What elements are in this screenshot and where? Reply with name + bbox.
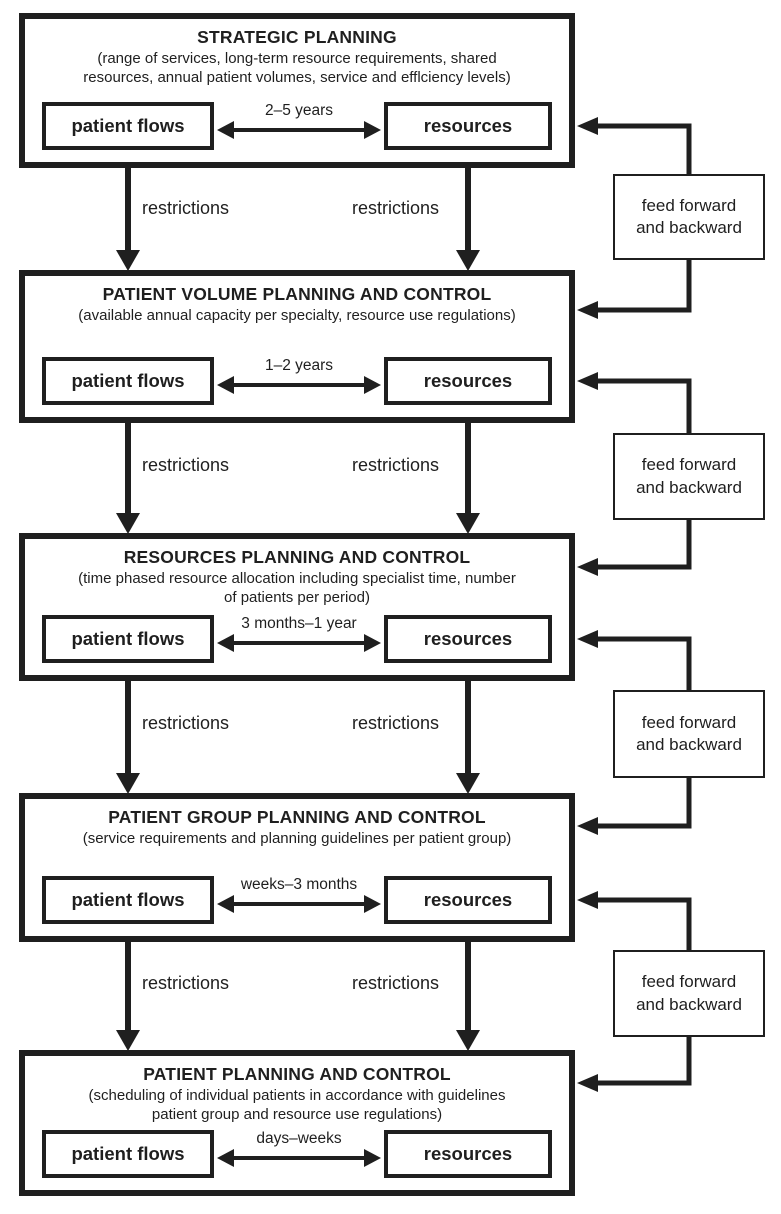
resources-box: resources (384, 876, 552, 924)
patient-flows-box: patient flows (42, 357, 214, 405)
restrictions-arrow-right-4 (456, 940, 480, 1051)
arrow-line (221, 1156, 377, 1160)
bidirectional-arrow (217, 1130, 381, 1178)
feedback-box (613, 174, 765, 260)
arrowhead-left-icon (217, 1149, 234, 1167)
restrictions-arrow-left-1 (116, 166, 140, 271)
feedback-box (613, 950, 765, 1037)
patient-flows-box: patient flows (42, 102, 214, 150)
level-title: PATIENT VOLUME PLANNING AND CONTROL (102, 284, 492, 304)
feedback-down-connector-1 (597, 256, 689, 310)
feedback-box (613, 690, 765, 778)
time-horizon-label: 2–5 years (264, 102, 334, 119)
level-subtitle (25, 570, 569, 607)
level-subtitle (25, 307, 569, 326)
feedback-down-connector-2 (597, 516, 689, 567)
subtitle-line: patient group and resource use regulations) (151, 1105, 443, 1123)
restrictions-arrow-right-2 (456, 421, 480, 534)
arrow-line (221, 902, 377, 906)
arrowhead-icon (577, 891, 598, 909)
resources-box: resources (384, 615, 552, 663)
resources-box: resources (384, 102, 552, 150)
restrictions-arrow-left-2 (116, 421, 140, 534)
feedback-label-line: feed forward (641, 712, 737, 732)
subtitle-line: (available annual capacity per specialty, resource use regulations) (78, 307, 516, 324)
arrowhead-left-icon (217, 376, 234, 394)
arrowhead-left-icon (217, 634, 234, 652)
arrowhead-icon (577, 301, 598, 319)
level-box-patient-volume-planning (19, 270, 575, 423)
resources-box: resources (384, 1130, 552, 1178)
arrowhead-right-icon (364, 121, 381, 139)
subtitle-line: resources, annual patient volumes, service and efflciency levels) (83, 68, 511, 86)
arrowhead-left-icon (217, 121, 234, 139)
time-horizon-label: weeks–3 months (240, 876, 358, 893)
flow-row (42, 1130, 552, 1178)
level-box-resources-planning (19, 533, 575, 681)
time-horizon-label: 1–2 years (264, 357, 334, 374)
flow-row (42, 102, 552, 150)
restrictions-label: restrictions (142, 973, 230, 993)
level-title: RESOURCES PLANNING AND CONTROL (123, 547, 471, 567)
resources-box: resources (384, 357, 552, 405)
restrictions-arrow-right-1 (456, 166, 480, 271)
feedback-down-connector-3 (597, 774, 689, 826)
level-box-strategic-planning (19, 13, 575, 168)
feedback-label-line: and backward (636, 994, 742, 1014)
flow-row (42, 876, 552, 924)
bidirectional-arrow (217, 615, 381, 663)
feedback-label-line: and backward (636, 735, 742, 754)
subtitle-line: (scheduling of individual patients in accordance with guidelines (88, 1087, 506, 1104)
arrowhead-right-icon (364, 376, 381, 394)
patient-flows-box: patient flows (42, 876, 214, 924)
feedback-label-line: feed forward (641, 972, 737, 992)
bidirectional-arrow (217, 876, 381, 924)
restrictions-label: restrictions (352, 198, 440, 218)
restrictions-label: restrictions (142, 455, 230, 475)
feedback-label-line: and backward (636, 477, 742, 497)
arrowhead-icon (577, 117, 598, 135)
level-box-patient-planning (19, 1050, 575, 1196)
time-horizon-label: 3 months–1 year (241, 615, 357, 632)
flow-row (42, 357, 552, 405)
restrictions-label: restrictions (142, 713, 230, 733)
feedback-up-connector-1 (597, 126, 689, 178)
bidirectional-arrow (217, 102, 381, 150)
arrowhead-icon (577, 372, 598, 390)
feedback-down-connector-4 (597, 1033, 689, 1083)
patient-flows-box: patient flows (42, 615, 214, 663)
arrowhead-left-icon (217, 895, 234, 913)
arrowhead-icon (577, 630, 598, 648)
arrowhead-right-icon (364, 1149, 381, 1167)
restrictions-label: restrictions (352, 973, 440, 993)
restrictions-arrow-left-4 (116, 940, 140, 1051)
arrow-line (221, 128, 377, 132)
arrowhead-icon (577, 1074, 598, 1092)
level-title: PATIENT GROUP PLANNING AND CONTROL (108, 807, 486, 827)
level-subtitle (25, 830, 569, 849)
arrowhead-icon (577, 817, 598, 835)
feedback-label-line: and backward (636, 218, 742, 237)
arrow-line (221, 383, 377, 387)
arrowhead-right-icon (364, 895, 381, 913)
subtitle-line: of patients per period) (224, 588, 370, 606)
restrictions-label: restrictions (352, 455, 440, 475)
feedback-up-connector-4 (597, 900, 689, 954)
restrictions-arrow-right-3 (456, 679, 480, 794)
feedback-up-connector-2 (597, 381, 689, 437)
level-subtitle (25, 50, 569, 87)
arrowhead-icon (577, 558, 598, 576)
restrictions-label: restrictions (352, 713, 440, 733)
feedback-label-line: feed forward (641, 195, 737, 215)
subtitle-line: (service requirements and planning guidelines per patient group) (82, 830, 512, 847)
flow-row (42, 615, 552, 663)
feedback-up-connector-3 (597, 639, 689, 694)
arrow-line (221, 641, 377, 645)
level-subtitle (25, 1087, 569, 1124)
time-horizon-label: days–weeks (256, 1130, 342, 1147)
subtitle-line: (time phased resource allocation including specialist time, number (78, 570, 516, 587)
arrowhead-right-icon (364, 634, 381, 652)
level-title: STRATEGIC PLANNING (197, 27, 397, 47)
bidirectional-arrow (217, 357, 381, 405)
feedback-label-line: feed forward (641, 455, 737, 475)
level-box-patient-group-planning (19, 793, 575, 942)
subtitle-line: (range of services, long-term resource requirements, shared (97, 50, 497, 67)
restrictions-arrow-left-3 (116, 679, 140, 794)
feedback-box (613, 433, 765, 520)
patient-flows-box: patient flows (42, 1130, 214, 1178)
level-title: PATIENT PLANNING AND CONTROL (143, 1064, 451, 1084)
restrictions-label: restrictions (142, 198, 230, 218)
